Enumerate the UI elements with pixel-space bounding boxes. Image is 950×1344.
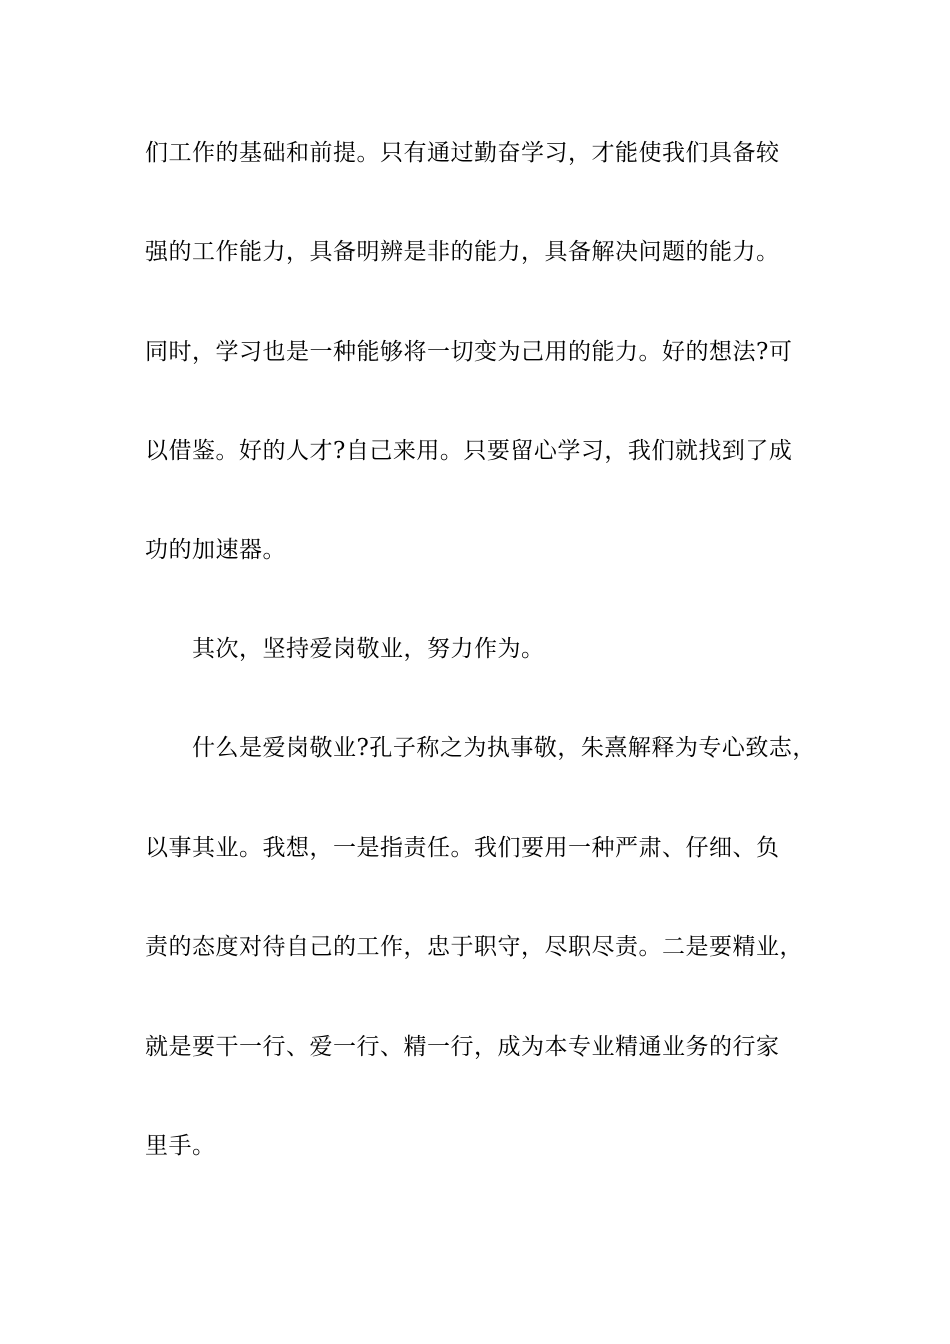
text-line: 以事其业。我想，一是指责任。我们要用一种严肃、仔细、负: [145, 835, 780, 861]
text-line: 们工作的基础和前提。只有通过勤奋学习，才能使我们具备较: [145, 140, 780, 166]
text-line: 什么是爱岗敬业?孔子称之为执事敬，朱熹解释为专心致志，: [192, 735, 816, 761]
text-line: 强的工作能力，具备明辨是非的能力，具备解决问题的能力。: [145, 239, 780, 265]
text-line: 责的态度对待自己的工作，忠于职守，尽职尽责。二是要精业，: [145, 934, 803, 960]
text-line: 就是要干一行、爱一行、精一行，成为本专业精通业务的行家: [145, 1034, 780, 1060]
text-line: 里手。: [145, 1133, 216, 1159]
text-line: 同时，学习也是一种能够将一切变为己用的能力。好的想法?可: [145, 339, 793, 365]
text-line: 功的加速器。: [145, 537, 286, 563]
section-heading: 其次，坚持爱岗敬业，努力作为。: [192, 636, 545, 662]
text-line: 以借鉴。好的人才?自己来用。只要留心学习，我们就找到了成: [145, 438, 793, 464]
